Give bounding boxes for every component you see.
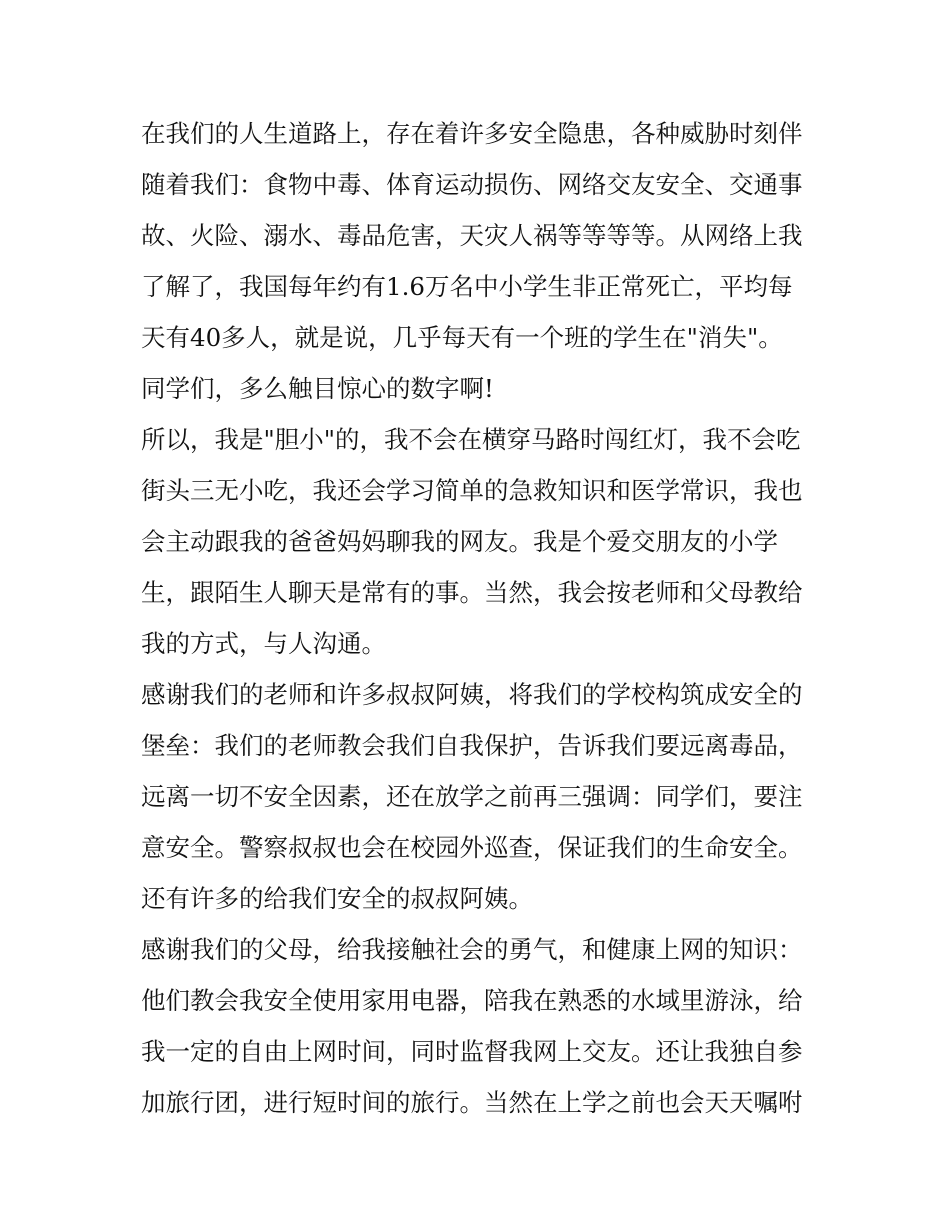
text-line: 我的方式，与人沟通。 xyxy=(141,629,386,658)
document-body xyxy=(141,108,821,1128)
text-line: 会主动跟我的爸爸妈妈聊我的网友。我是个爱交朋友的小学 xyxy=(141,527,778,556)
text-line: 随着我们：食物中毒、体育运动损伤、网络交友安全、交通事 xyxy=(141,170,803,199)
text-line: 天有40多人，就是说，几乎每天有一个班的学生在"消失"。 xyxy=(141,323,783,352)
text-line: 我一定的自由上网时间，同时监督我网上交友。还让我独自参 xyxy=(141,1037,803,1066)
text-line: 感谢我们的父母，给我接触社会的勇气，和健康上网的知识： xyxy=(141,935,803,964)
text-line: 生，跟陌生人聊天是常有的事。当然，我会按老师和父母教给 xyxy=(141,578,803,607)
paragraph-2 xyxy=(141,414,821,669)
paragraph-4 xyxy=(141,924,821,1128)
text-line: 故、火险、溺水、毒品危害，天灾人祸等等等等。从网络上我 xyxy=(141,221,803,250)
text-line: 所以，我是"胆小"的，我不会在横穿马路时闯红灯，我不会吃 xyxy=(141,425,801,454)
text-line: 了解了，我国每年约有1.6万名中小学生非正常死亡，平均每 xyxy=(141,272,793,301)
text-line: 堡垒：我们的老师教会我们自我保护，告诉我们要远离毒品， xyxy=(141,731,803,760)
text-line: 加旅行团，进行短时间的旅行。当然在上学之前也会天天嘱咐 xyxy=(141,1088,803,1117)
paragraph-3 xyxy=(141,669,821,924)
paragraph-1 xyxy=(141,108,821,414)
text-line: 街头三无小吃，我还会学习简单的急救知识和医学常识，我也 xyxy=(141,476,803,505)
text-line: 意安全。警察叔叔也会在校园外巡查，保证我们的生命安全。 xyxy=(141,833,803,862)
text-line: 感谢我们的老师和许多叔叔阿姨，将我们的学校构筑成安全的 xyxy=(141,680,803,709)
text-line: 同学们，多么触目惊心的数字啊! xyxy=(141,374,494,403)
text-line: 还有许多的给我们安全的叔叔阿姨。 xyxy=(141,884,533,913)
text-line: 在我们的人生道路上，存在着许多安全隐患，各种威胁时刻伴 xyxy=(141,119,803,148)
text-line: 他们教会我安全使用家用电器，陪我在熟悉的水域里游泳，给 xyxy=(141,986,803,1015)
text-line: 远离一切不安全因素，还在放学之前再三强调：同学们，要注 xyxy=(141,782,803,811)
